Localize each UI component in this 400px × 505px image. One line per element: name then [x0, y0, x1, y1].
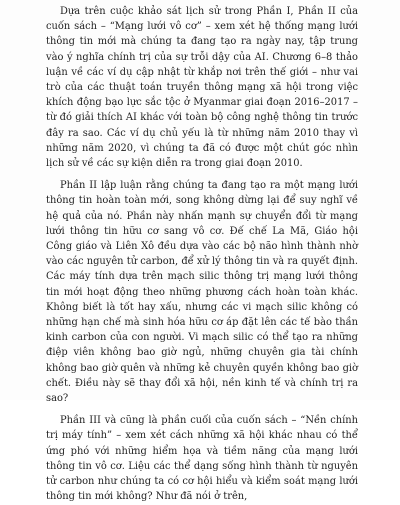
paragraph-spacer: [46, 406, 358, 413]
paragraph-part-two-argument: Phần II lập luận rằng chúng ta đang tạo ra một mạng lưới thông tin hoàn toàn mới, song không dừng lại để suy nghĩ về hệ quả của nó. Phần này nhấn mạnh sự chuyển đổi từ mạng lưới thông tin hữu cơ sang vô cơ. Đế chế La Mã, Giáo hội Công giáo và Liên Xô đều dựa vào các bộ não hình thành nhờ vào các nguyên tử carbon, để xử lý thông tin và ra quyết định. Các máy tính dựa trên mạch silic thông trị mạng lưới thông tin mới hoạt động theo những phương cách hoàn toàn khác. Không biết là tốt hay xấu, nhưng các vi mạch silic không có những hạn chế mà sinh hóa hữu cơ áp đặt lên các tế bào thần kinh carbon của con người. Vi mạch silic có thể tạo ra những điệp viên không bao giờ ngủ, những chuyên gia tài chính không bao giờ quên và những kẻ chuyên quyền không bao giờ chết. Điều này sẽ thay đổi xã hội, nền kinh tế và chính trị ra sao?: [46, 180, 358, 405]
paragraph-part-three-summary: Phần III và cũng là phần cuối của cuốn sách – “Nền chính trị máy tính” – xem xét cách những xã hội khác nhau có thể ứng phó với những hiểm họa và tiềm năng của mạng lưới thông tin vô cơ. Liệu các thể dạng sống hình thành từ nguyên tử carbon như chúng ta có cơ hội hiểu và kiểm soát mạng lưới thông tin mới không? Như đã nói ở trên,: [46, 415, 358, 503]
paragraph-spacer: [46, 171, 358, 178]
page-body-text: [46, 4, 358, 505]
paragraph-part-one-two-summary: Dựa trên cuộc khảo sát lịch sử trong Phần I, Phần II của cuốn sách – “Mạng lưới vô cơ” – xem xét hệ thống mạng lưới thông tin mới mà chúng ta đang tạo ra ngày nay, tập trung vào ý nghĩa chính trị của sự trỗi dậy của AI. Chương 6–8 thảo luận về các ví dụ cập nhật từ khắp nơi trên thế giới – như vai trò của các thuật toán truyền thông mạng xã hội trong việc khích động bạo lực sắc tộc ở Myanmar giai đoạn 2016–2017 – từ đó giải thích AI khác với toàn bộ công nghệ thông tin trước đây ra sao. Các ví dụ chủ yếu là từ những năm 2010 thay vì những năm 2020, vì chúng ta đã có được một chút góc nhìn lịch sử về các sự kiện diễn ra trong giai đoạn 2010.: [46, 6, 358, 170]
